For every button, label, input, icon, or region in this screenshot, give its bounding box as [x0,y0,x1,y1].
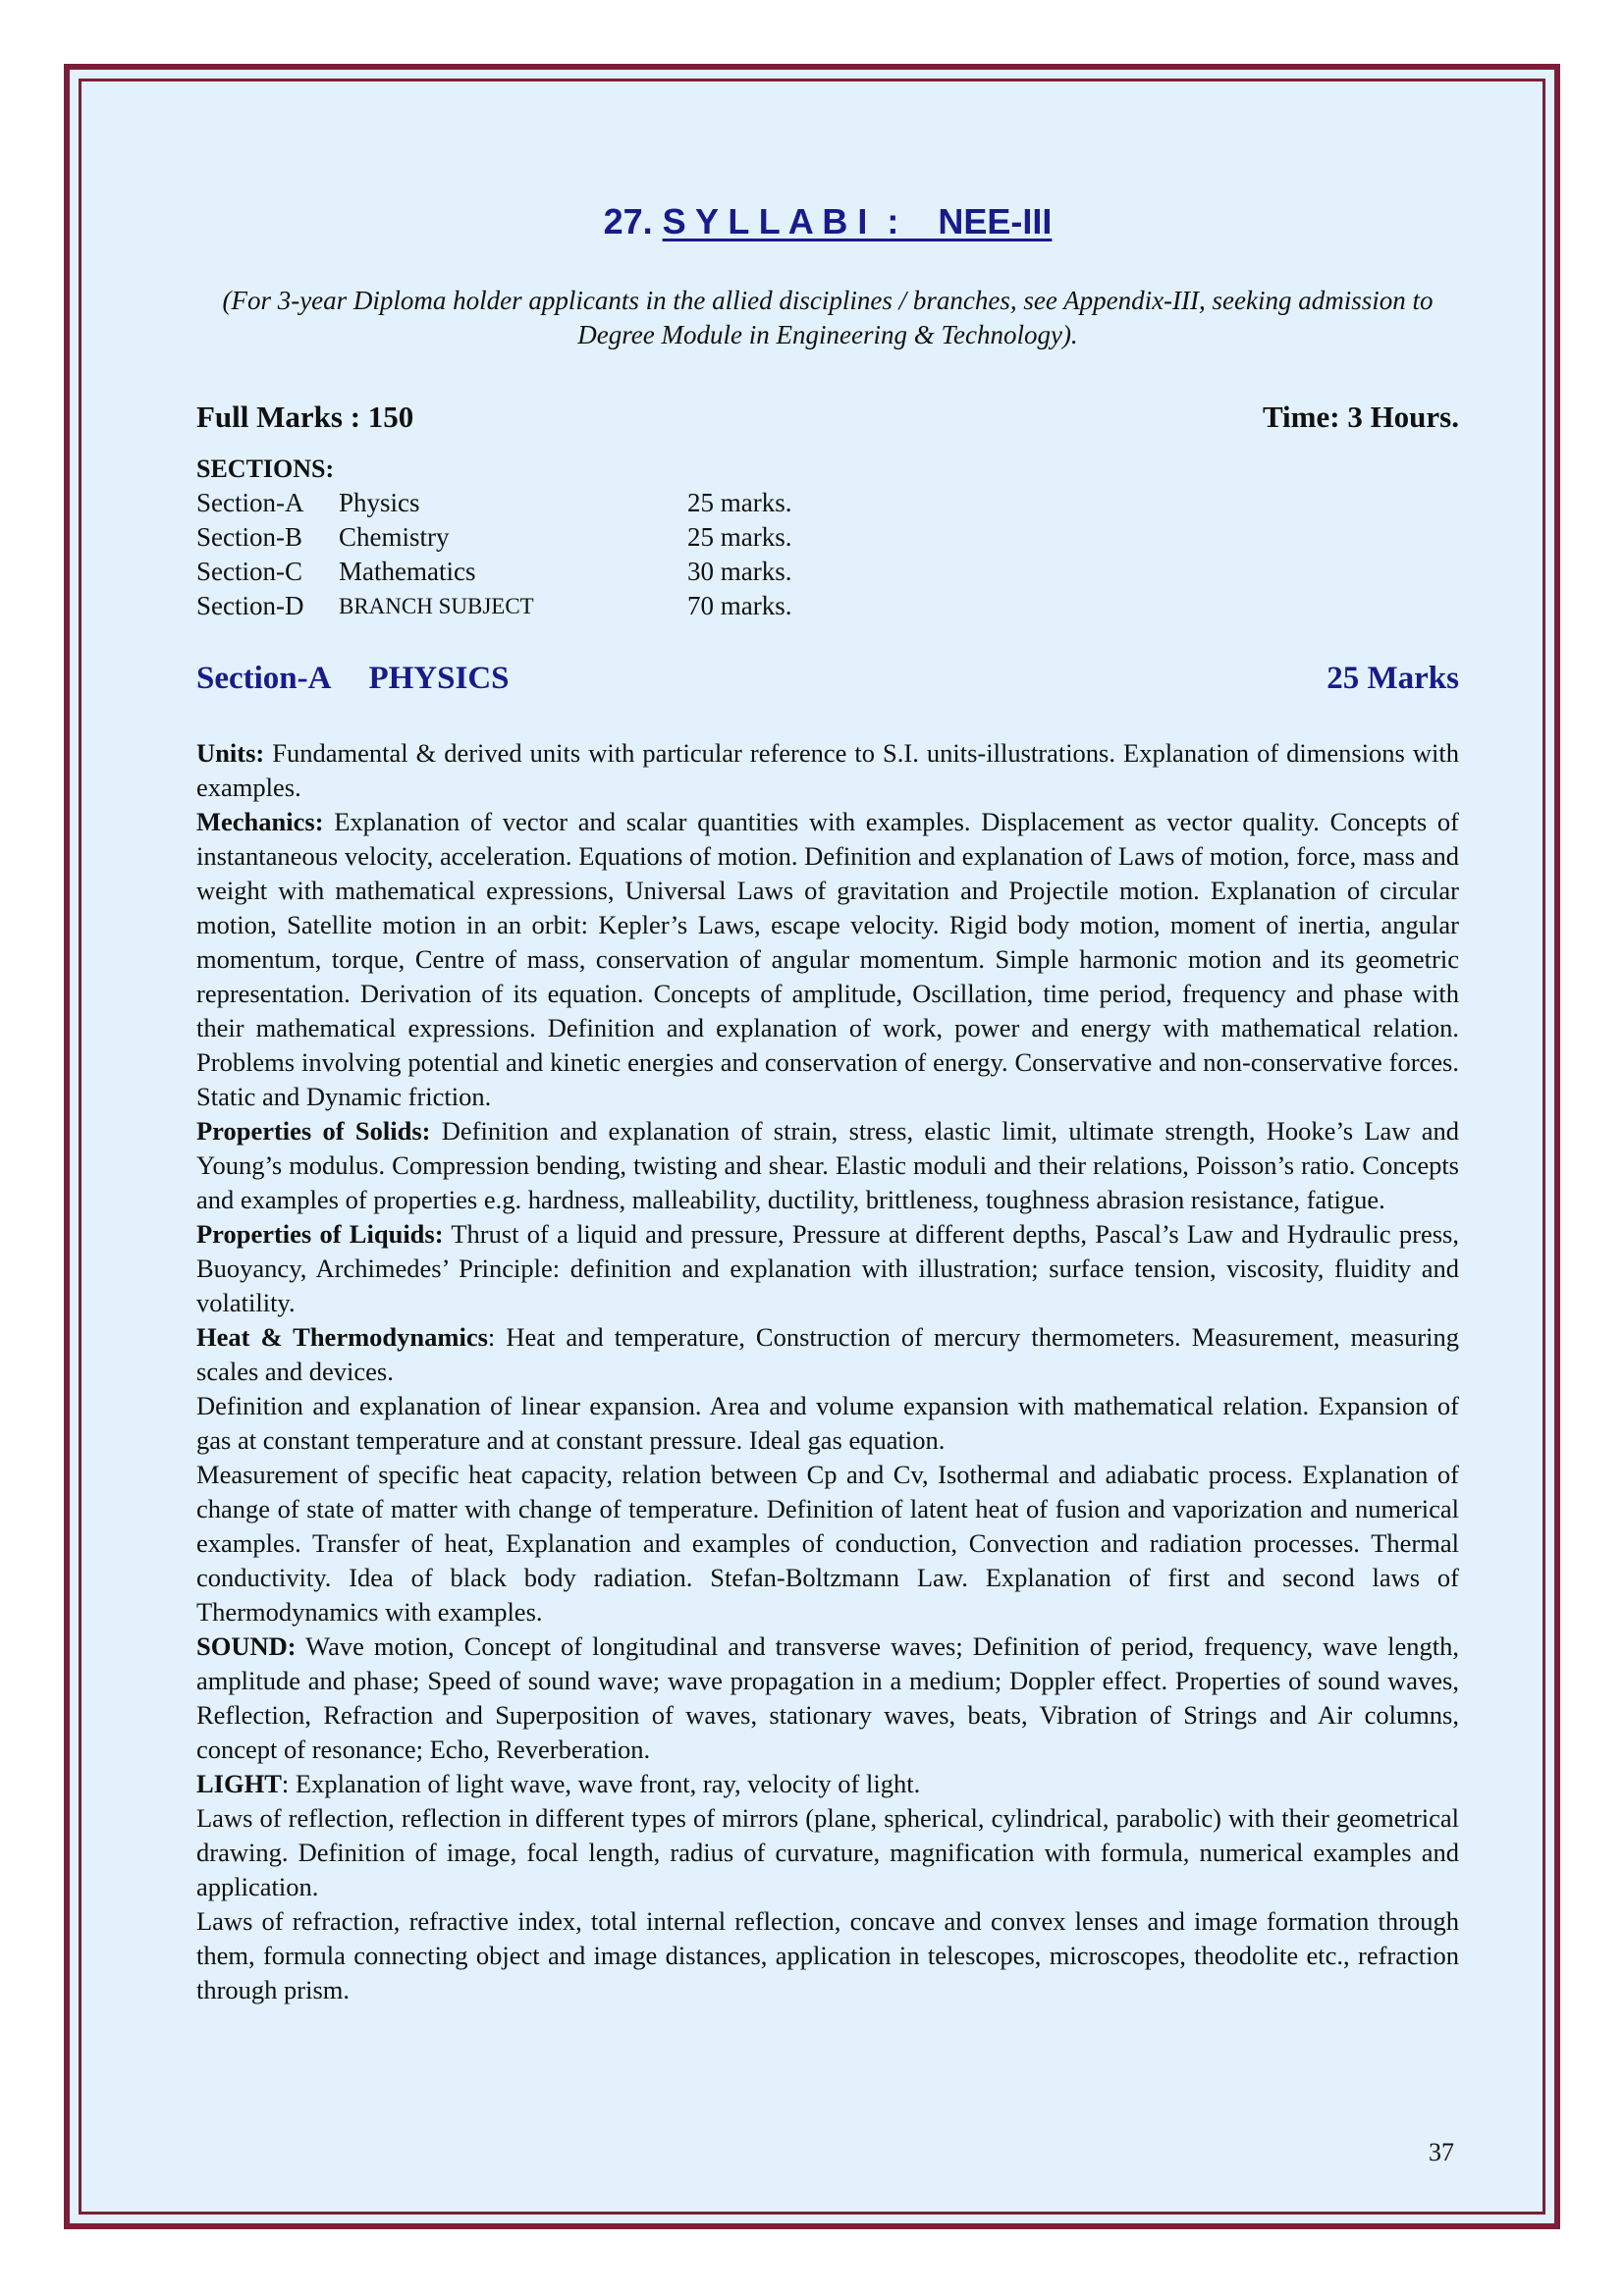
section-id: Section-B [196,522,302,552]
section-marks: 25 marks. [687,488,792,517]
physics-section-label: Section-A [196,661,332,696]
section-marks: 30 marks. [687,557,792,586]
section-subject: Chemistry [339,522,450,552]
topic-label: LIGHT [196,1769,282,1798]
syllabus-paragraph: Heat & Thermodynamics: Heat and temperature, Construction of mercury thermometers. Measurement, measuring scales and devices. [196,1322,1460,1386]
section-subject: BRANCH SUBJECT [339,594,534,618]
exam-time: Time: 3 Hours. [1262,400,1459,434]
syllabus-paragraph: Definition and explanation of linear expansion. Area and volume expansion with mathematical relation. Expansion of gas at constant temperature and at constant pressure. Ideal gas equation. [196,1391,1459,1455]
physics-marks: 25 Marks [1326,661,1459,696]
syllabus-paragraph: SOUND: Wave motion, Concept of longitudinal and transverse waves; Definition of period, frequency, wave length, amplitude and phase; Speed of sound wave; wave propagation in a medium; Doppler effect. Properties of sound waves, Reflection, Refraction and Superposition of waves, stationary waves, beats, Vibration of Strings and Air columns, concept of resonance; Echo, Reverberation. [196,1631,1459,1764]
topic-label: SOUND: [196,1631,297,1661]
section-marks: 25 marks. [687,522,792,552]
syllabus-paragraph: LIGHT: Explanation of light wave, wave front, ray, velocity of light. [196,1769,921,1798]
section-row [196,589,1459,623]
page-number: 37 [1429,2138,1454,2166]
physics-section-heading [196,661,1459,697]
topic-label: Heat & Thermodynamics [196,1322,488,1352]
section-subject: Physics [339,488,420,517]
section-subject: Mathematics [339,557,476,586]
section-row [196,486,1459,520]
syllabus-paragraph: Laws of reflection, reflection in different types of mirrors (plane, spherical, cylindrical, parabolic) with their geometrical drawing. Definition of image, focal length, radius of curvature, magnification with formula, numerical examples and application. [196,1803,1459,1901]
topic-label: Properties of Solids: [196,1116,431,1146]
section-row [196,555,1459,589]
syllabus-paragraph: Properties of Liquids: Thrust of a liquid and pressure, Pressure at different depths, Pascal’s Law and Hydraulic press, Buoyancy, Archimedes’ Principle: definition and explanation with illustration; surface tension, viscosity, fluidity and volatility. [196,1219,1459,1317]
topic-label: Properties of Liquids: [196,1219,444,1249]
title-main: S Y L L A B I : NEE-III [662,201,1053,241]
subtitle: (For 3-year Diploma holder applicants in the allied disciplines / branches, see Appendix-III, seeking admission to Degree Module in Engineering & Technology). [222,286,1434,349]
syllabus-paragraph: Mechanics: Explanation of vector and scalar quantities with examples. Displacement as vector quality. Concepts of instantaneous velocity, acceleration. Equations of motion. Definition and explanation of Laws of motion, force, mass and weight with mathematical expressions, Universal Laws of gravitation and Projectile motion. Explanation of circular motion, Satellite motion in an orbit: Kepler’s Laws, escape velocity. Rigid body motion, moment of inertia, angular momentum, torque, Centre of mass, conservation of angular momentum. Simple harmonic motion and its geometric representation. Derivation of its equation. Concepts of amplitude, Oscillation, time period, frequency and phase with their mathematical expressions. Definition and explanation of work, power and energy with mathematical relation. Problems involving potential and kinetic energies and conservation of energy. Conservative and non-conservative forces. Static and Dynamic friction. [196,807,1459,1111]
syllabus-paragraph: Units: Fundamental & derived units with particular reference to S.I. units-illustrations. Explanation of dimensions with examples. [196,738,1459,802]
syllabus-paragraph: Measurement of specific heat capacity, relation between Cp and Cv, Isothermal and adiabatic process. Explanation of change of state of matter with change of temperature. Definition of latent heat of fusion and vaporization and numerical examples. Transfer of heat, Explanation and examples of conduction, Convection and radiation processes. Thermal conductivity. Idea of black body radiation. Stefan-Boltzmann Law. Explanation of first and second laws of Thermodynamics with examples. [196,1460,1459,1627]
topic-label: Units: [196,738,265,768]
section-row [196,520,1459,555]
page-content [196,201,1459,2007]
full-marks: Full Marks : 150 [196,400,414,434]
page-title [196,201,1459,242]
physics-subject: PHYSICS [368,661,510,696]
section-marks: 70 marks. [687,591,792,620]
section-id: Section-D [196,591,304,620]
syllabus-paragraph: Properties of Solids: Definition and explanation of strain, stress, elastic limit, ultimate strength, Hooke’s Law and Young’s modulus. Compression bending, twisting and shear. Elastic moduli and their relations, Poisson’s ratio. Concepts and examples of properties e.g. hardness, malleability, ductility, brittleness, toughness abrasion resistance, fatigue. [196,1116,1459,1214]
section-id: Section-C [196,557,302,586]
section-id: Section-A [196,488,304,517]
topic-label: Mechanics: [196,807,324,836]
physics-syllabus-body [196,736,1459,2007]
title-number: 27. [603,201,653,241]
marks-row [196,400,1459,435]
syllabus-paragraph: Laws of refraction, refractive index, total internal reflection, concave and convex lenses and image formation through them, formula connecting object and image distances, application in telescopes, microscopes, theodolite etc., refraction through prism. [196,1906,1459,2004]
sections-heading: SECTIONS: [196,454,335,483]
